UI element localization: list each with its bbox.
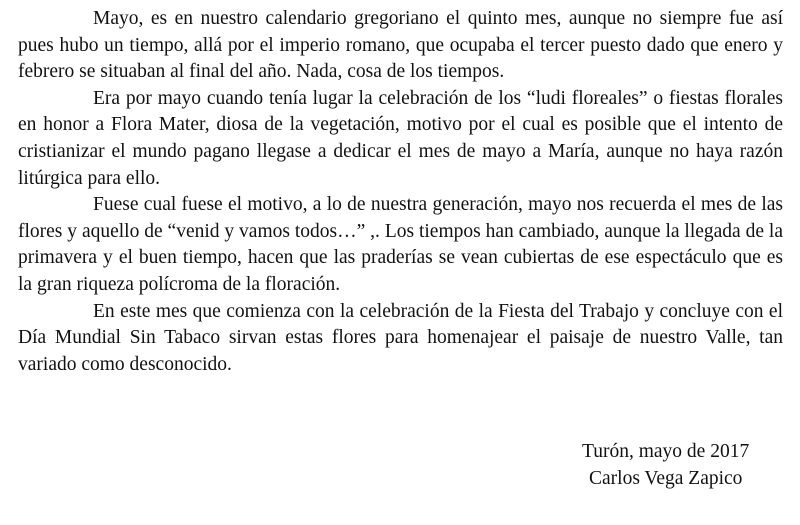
paragraph-2: Era por mayo cuando tenía lugar la celebración de los “ludi floreales” o fiestas florales en honor a Flora Mater, diosa de la vegetación, motivo por el cual es posible que el intento de cristianizar el mundo pagano llegase a dedicar el mes de mayo a María, aunque no haya razón litúrgica para ello. (18, 87, 783, 189)
signature-place-date: Turón, mayo de 2017 (582, 441, 750, 462)
signature-author: Carlos Vega Zapico (589, 468, 743, 489)
paragraph-4: En este mes que comienza con la celebración de la Fiesta del Trabajo y concluye con el Día Mundial Sin Tabaco sirvan estas flores para homenajear el paisaje de nuestro Valle, tan variado como desconocido. (18, 300, 783, 375)
paragraph-3: Fuese cual fuese el motivo, a lo de nuestra generación, mayo nos recuerda el mes de las flores y aquello de “venid y vamos todos…” ,. Los tiempos han cambiado, aunque la llegada de la primavera y el buen tiempo, hacen que las praderías se vean cubiertas de ese espectáculo que es la gran riqueza polícroma de la floración. (18, 194, 783, 295)
document-body (18, 6, 783, 378)
signature-block (560, 438, 780, 492)
paragraph-1: Mayo, es en nuestro calendario gregoriano el quinto mes, aunque no siempre fue así pues hubo un tiempo, allá por el imperio romano, que ocupaba el tercer puesto dado que enero y febrero se situaban al final del año. Nada, cosa de los tiempos. (18, 8, 783, 83)
